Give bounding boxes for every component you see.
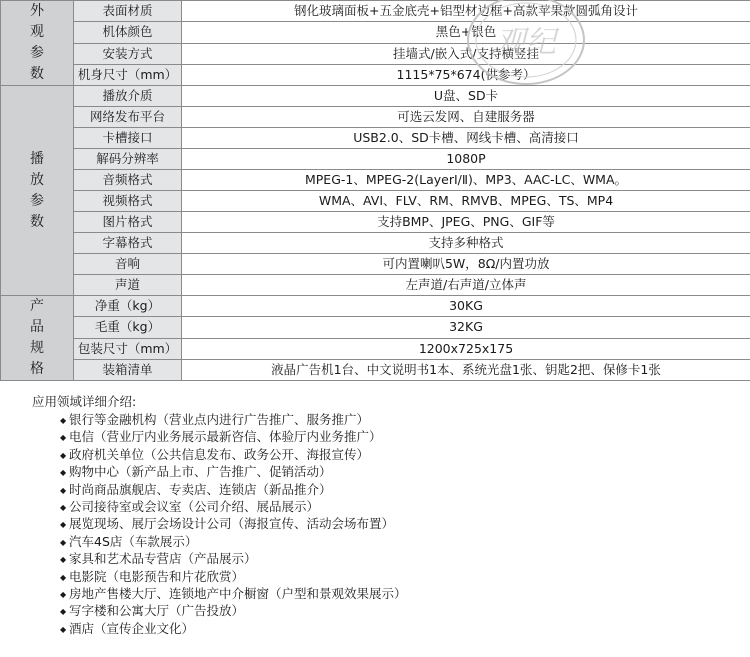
spec-value: 1115*75*674(供参考） xyxy=(182,64,750,85)
spec-label: 音响 xyxy=(74,254,182,275)
spec-value: 1080P xyxy=(182,149,750,170)
diamond-bullet-icon: ◆ xyxy=(60,485,67,495)
table-row xyxy=(1,86,750,107)
spec-label: 安装方式 xyxy=(74,43,182,64)
table-row xyxy=(1,43,750,64)
table-row xyxy=(1,338,750,359)
spec-value: 黑色+银色 xyxy=(182,22,750,43)
list-item: ◆ 房地产售楼大厅、连锁地产中介橱窗（户型和景观效果展示） xyxy=(60,586,732,603)
diamond-bullet-icon: ◆ xyxy=(60,433,67,443)
spec-label: 字幕格式 xyxy=(74,233,182,254)
applications-section xyxy=(32,393,732,638)
spec-value: USB2.0、SD卡槽、网线卡槽、高清接口 xyxy=(182,128,750,149)
spec-value: 支持多种格式 xyxy=(182,233,750,254)
list-item: ◆ 写字楼和公寓大厅（广告投放） xyxy=(60,603,732,620)
spec-value: 支持BMP、JPEG、PNG、GIF等 xyxy=(182,212,750,233)
spec-value: 30KG xyxy=(182,296,750,317)
list-item: ◆ 家具和艺术品专营店（产品展示） xyxy=(60,551,732,568)
table-row xyxy=(1,233,750,254)
spec-label: 音频格式 xyxy=(74,170,182,191)
list-item: ◆ 展览现场、展厅会场设计公司（海报宣传、活动会场布置） xyxy=(60,516,732,533)
diamond-bullet-icon: ◆ xyxy=(60,468,67,478)
table-row xyxy=(1,149,750,170)
spec-value: 可选云发网、自建服务器 xyxy=(182,107,750,128)
table-row xyxy=(1,170,750,191)
table-row xyxy=(1,191,750,212)
diamond-bullet-icon: ◆ xyxy=(60,572,67,582)
list-item: ◆ 政府机关单位（公共信息发布、政务公开、海报宣传） xyxy=(60,447,732,464)
spec-value: MPEG-1、MPEG-2(LayerⅠ/Ⅱ)、MP3、AAC-LC、WMA。 xyxy=(182,170,750,191)
table-row xyxy=(1,212,750,233)
diamond-bullet-icon: ◆ xyxy=(60,416,67,425)
table-row xyxy=(1,64,750,85)
spec-value: U盘、SD卡 xyxy=(182,86,750,107)
spec-value: 32KG xyxy=(182,317,750,338)
list-item: ◆ 公司接待室或会议室（公司介绍、展品展示） xyxy=(60,499,732,516)
applications-list xyxy=(32,412,732,638)
table-row xyxy=(1,275,750,296)
diamond-bullet-icon: ◆ xyxy=(60,607,67,617)
list-item: ◆ 酒店（宣传企业文化） xyxy=(60,621,732,638)
spec-label: 包装尺寸（mm） xyxy=(74,338,182,359)
applications-title: 应用领域详细介绍: xyxy=(32,394,137,409)
group-product: 产 品 规 格 xyxy=(1,296,74,381)
spec-label: 声道 xyxy=(74,275,182,296)
table-row xyxy=(1,128,750,149)
spec-label: 播放介质 xyxy=(74,86,182,107)
spec-label: 净重（kg） xyxy=(74,296,182,317)
spec-value: 液晶广告机1台、中文说明书1本、系统光盘1张、钥匙2把、保修卡1张 xyxy=(182,359,750,380)
diamond-bullet-icon: ◆ xyxy=(60,590,67,600)
diamond-bullet-icon: ◆ xyxy=(60,450,67,460)
list-item: ◆ 汽车4S店（车款展示） xyxy=(60,534,732,551)
list-item: ◆ 时尚商品旗舰店、专卖店、连锁店（新品推介） xyxy=(60,482,732,499)
list-item: ◆ 电信（营业厅内业务展示最新咨信、体验厅内业务推广） xyxy=(60,429,732,446)
table-row xyxy=(1,317,750,338)
list-item: ◆ 银行等金融机构（营业点内进行广告推广、服务推广） xyxy=(60,412,732,429)
group-appearance: 外 观 参 数 xyxy=(1,1,74,86)
table-row xyxy=(1,359,750,380)
diamond-bullet-icon: ◆ xyxy=(60,555,67,565)
diamond-bullet-icon: ◆ xyxy=(60,624,67,634)
spec-label: 表面材质 xyxy=(74,1,182,22)
spec-label: 毛重（kg） xyxy=(74,317,182,338)
spec-value: 钢化玻璃面板+五金底壳+铝型材边框+高款苹果款圆弧角设计 xyxy=(182,1,750,22)
table-row xyxy=(1,22,750,43)
spec-label: 机身尺寸（mm） xyxy=(74,64,182,85)
spec-value: 可内置喇叭5W，8Ω/内置功放 xyxy=(182,254,750,275)
diamond-bullet-icon: ◆ xyxy=(60,520,67,530)
spec-label: 图片格式 xyxy=(74,212,182,233)
table-row xyxy=(1,296,750,317)
group-playback: 播 放 参 数 xyxy=(1,86,74,296)
spec-label: 解码分辨率 xyxy=(74,149,182,170)
spec-value: 1200x725x175 xyxy=(182,338,750,359)
list-item: ◆ 电影院（电影预告和片花欣赏） xyxy=(60,569,732,586)
list-item: ◆ 购物中心（新产品上市、广告推广、促销活动） xyxy=(60,464,732,481)
spec-value: 挂墙式/嵌入式/支持横竖挂 xyxy=(182,43,750,64)
spec-value: 左声道/右声道/立体声 xyxy=(182,275,750,296)
diamond-bullet-icon: ◆ xyxy=(60,503,67,513)
spec-label: 卡槽接口 xyxy=(74,128,182,149)
table-row xyxy=(1,254,750,275)
spec-label: 装箱清单 xyxy=(74,359,182,380)
table-row xyxy=(1,1,750,22)
spec-label: 视频格式 xyxy=(74,191,182,212)
watermark-text: 观纪 xyxy=(496,25,556,60)
spec-label: 机体颜色 xyxy=(74,22,182,43)
spec-label: 网络发布平台 xyxy=(74,107,182,128)
diamond-bullet-icon: ◆ xyxy=(60,537,67,547)
table-row xyxy=(1,107,750,128)
spec-value: WMA、AVI、FLV、RM、RMVB、MPEG、TS、MP4 xyxy=(182,191,750,212)
